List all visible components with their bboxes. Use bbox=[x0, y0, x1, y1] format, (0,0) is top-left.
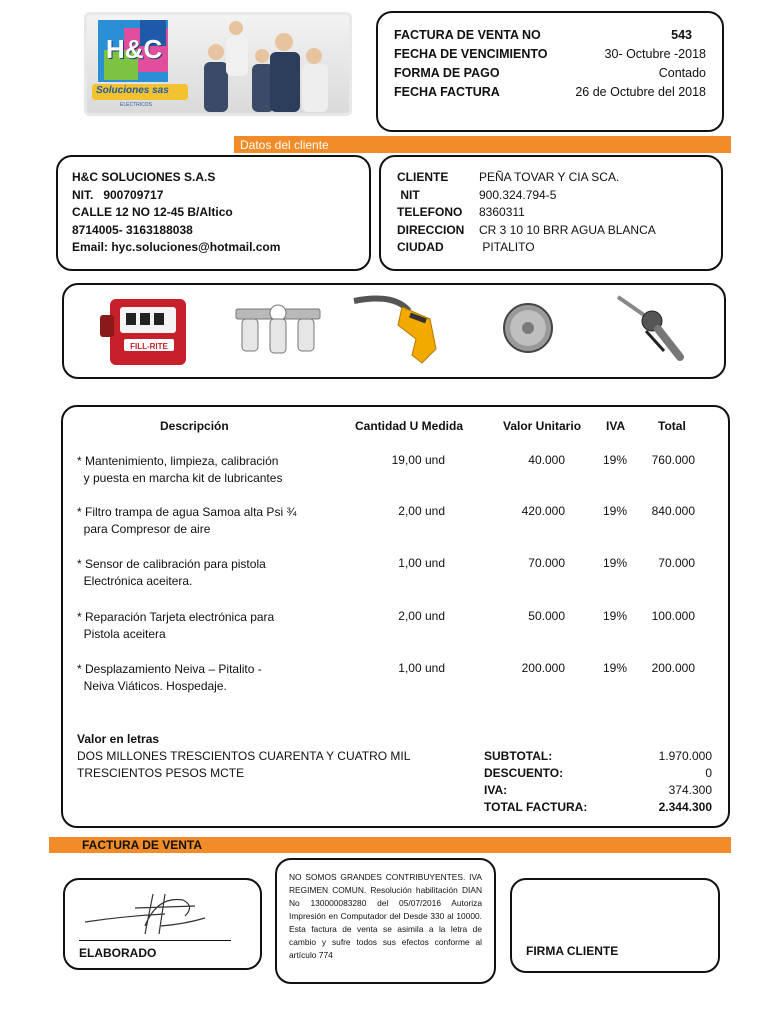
payment-label: FORMA DE PAGO bbox=[394, 66, 500, 80]
amount-in-words-line2: TRESCIENTOS PESOS MCTE bbox=[77, 766, 245, 780]
sales-invoice-band-label: FACTURA DE VENTA bbox=[82, 838, 202, 852]
client-data-band-label: Datos del cliente bbox=[240, 138, 329, 152]
logo-text: H&C bbox=[106, 34, 163, 64]
item-iva: 19% bbox=[602, 504, 627, 518]
company-email: Email: hyc.soluciones@hotmail.com bbox=[72, 240, 281, 254]
amount-in-words bbox=[77, 731, 417, 782]
item-total: 200.000 bbox=[651, 661, 695, 675]
client-signature-label: FIRMA CLIENTE bbox=[526, 944, 619, 958]
discount-label: DESCUENTO: bbox=[484, 766, 564, 780]
total-label: TOTAL FACTURA: bbox=[484, 800, 588, 814]
header-description: Descripción bbox=[160, 419, 229, 433]
fuel-meter-icon bbox=[100, 299, 186, 365]
total-value: 2.344.300 bbox=[658, 800, 712, 814]
client-nit-label: NIT bbox=[397, 187, 420, 202]
header-quantity: Cantidad U Medida bbox=[355, 419, 464, 433]
client-city-label: CIUDAD bbox=[397, 240, 444, 254]
sales-invoice-band bbox=[49, 837, 731, 853]
item-unit: 420.000 bbox=[521, 504, 565, 518]
iva-value: 374.300 bbox=[668, 783, 712, 797]
subtotal-label: SUBTOTAL: bbox=[484, 749, 553, 763]
item-qty: 19,00 und bbox=[391, 453, 445, 467]
company-nit: NIT. 900709717 bbox=[72, 187, 164, 202]
item-desc-line2: y puesta en marcha kit de lubricantes bbox=[77, 471, 283, 485]
due-date-label: FECHA DE VENCIMIENTO bbox=[394, 47, 548, 61]
air-filter-icon bbox=[236, 305, 320, 353]
totals-block bbox=[484, 748, 712, 816]
fuel-nozzle-icon bbox=[354, 299, 436, 363]
elaborado-label: ELABORADO bbox=[79, 946, 157, 960]
products-strip bbox=[62, 283, 726, 379]
client-data-band bbox=[234, 136, 731, 153]
item-desc-line2: Pistola aceitera bbox=[77, 627, 166, 641]
invoice-date: 26 de Octubre del 2018 bbox=[575, 85, 706, 99]
legal-notes-text: NO SOMOS GRANDES CONTRIBUYENTES. IVA REGIMEN COMUN. Resolución habilitación DIAN No 130000083280 del 05/07/2016 Autoriza Impresión en Computador del Desde 330 al 10000. Esta factura de venta se asimila a la letra de cambio y sufre todos sus efectos conforme al artículo 774 bbox=[289, 872, 482, 960]
amount-in-words-line1: DOS MILLONES TRESCIENTOS CUARENTA Y CUATRO MIL bbox=[77, 749, 411, 763]
invoice-number-label: FACTURA DE VENTA NO bbox=[394, 28, 541, 42]
item-iva: 19% bbox=[602, 556, 627, 570]
sensor-disk-icon bbox=[504, 304, 552, 352]
due-date: 30- Octubre -2018 bbox=[604, 47, 706, 61]
item-desc-line1: * Sensor de calibración para pistola bbox=[77, 557, 266, 571]
item-iva: 19% bbox=[602, 609, 627, 623]
item-unit: 40.000 bbox=[528, 453, 565, 467]
item-total: 70.000 bbox=[658, 556, 695, 570]
signature-icon bbox=[65, 886, 261, 944]
company-info bbox=[56, 155, 371, 271]
item-desc-line2: para Compresor de aire bbox=[77, 522, 211, 536]
items-table bbox=[61, 405, 730, 828]
client-name: PEÑA TOVAR Y CIA SCA. bbox=[479, 170, 620, 184]
client-info bbox=[379, 155, 723, 271]
item-unit: 200.000 bbox=[521, 661, 565, 675]
item-desc-line1: * Desplazamiento Neiva – Pitalito - bbox=[77, 662, 262, 676]
amount-in-words-label: Valor en letras bbox=[77, 732, 160, 746]
legal-notes bbox=[275, 858, 496, 984]
client-signature-box bbox=[510, 878, 720, 973]
client-city: PITALITO bbox=[479, 240, 535, 254]
item-total: 100.000 bbox=[651, 609, 695, 623]
invoice-header bbox=[376, 11, 724, 132]
client-label: CLIENTE bbox=[397, 170, 449, 184]
signature-line bbox=[79, 940, 231, 941]
item-iva: 19% bbox=[602, 661, 627, 675]
header-unit-value: Valor Unitario bbox=[503, 419, 582, 433]
item-desc-line2: Electrónica aceitera. bbox=[77, 574, 193, 588]
meter-brand: FILL-RITE bbox=[130, 342, 168, 351]
company-name: H&C SOLUCIONES S.A.S bbox=[72, 170, 216, 184]
invoice-date-label: FECHA FACTURA bbox=[394, 85, 500, 99]
item-unit: 70.000 bbox=[528, 556, 565, 570]
item-unit: 50.000 bbox=[528, 609, 565, 623]
item-qty: 1,00 und bbox=[398, 556, 445, 570]
item-desc-line1: * Mantenimiento, limpieza, calibración bbox=[77, 454, 279, 468]
item-total: 840.000 bbox=[651, 504, 695, 518]
client-nit: 900.324.794-5 bbox=[479, 187, 557, 202]
logo-subtext: Soluciones sas bbox=[96, 85, 169, 96]
header-iva: IVA bbox=[606, 419, 626, 433]
header-total: Total bbox=[658, 419, 686, 433]
item-desc-line1: * Reparación Tarjeta electrónica para bbox=[77, 610, 275, 624]
iva-label: IVA: bbox=[484, 783, 508, 797]
company-phones: 8714005- 3163188038 bbox=[72, 222, 193, 237]
elaborado-box bbox=[63, 878, 262, 970]
client-phone-label: TELEFONO bbox=[397, 205, 463, 219]
payment-method: Contado bbox=[658, 66, 706, 80]
item-desc-line1: * Filtro trampa de agua Samoa alta Psi ¾ bbox=[77, 505, 297, 519]
discount-value: 0 bbox=[705, 766, 712, 780]
logo-tagline: ELECTRICOS bbox=[120, 102, 152, 108]
client-phone: 8360311 bbox=[479, 205, 525, 219]
item-qty: 2,00 und bbox=[398, 504, 445, 518]
invoice-number: 543 bbox=[671, 28, 692, 42]
item-desc-line2: Neiva Viáticos. Hospedaje. bbox=[77, 679, 227, 693]
item-iva: 19% bbox=[602, 453, 627, 467]
oil-gun-icon bbox=[618, 297, 680, 357]
company-address: CALLE 12 NO 12-45 B/Altico bbox=[72, 205, 233, 219]
products-images bbox=[64, 285, 724, 377]
company-logo bbox=[84, 12, 352, 116]
item-total: 760.000 bbox=[651, 453, 695, 467]
item-qty: 2,00 und bbox=[398, 609, 445, 623]
client-address: CR 3 10 10 BRR AGUA BLANCA bbox=[479, 222, 656, 237]
item-qty: 1,00 und bbox=[398, 661, 445, 675]
client-address-label: DIRECCION bbox=[397, 222, 465, 237]
subtotal-value: 1.970.000 bbox=[658, 749, 712, 763]
